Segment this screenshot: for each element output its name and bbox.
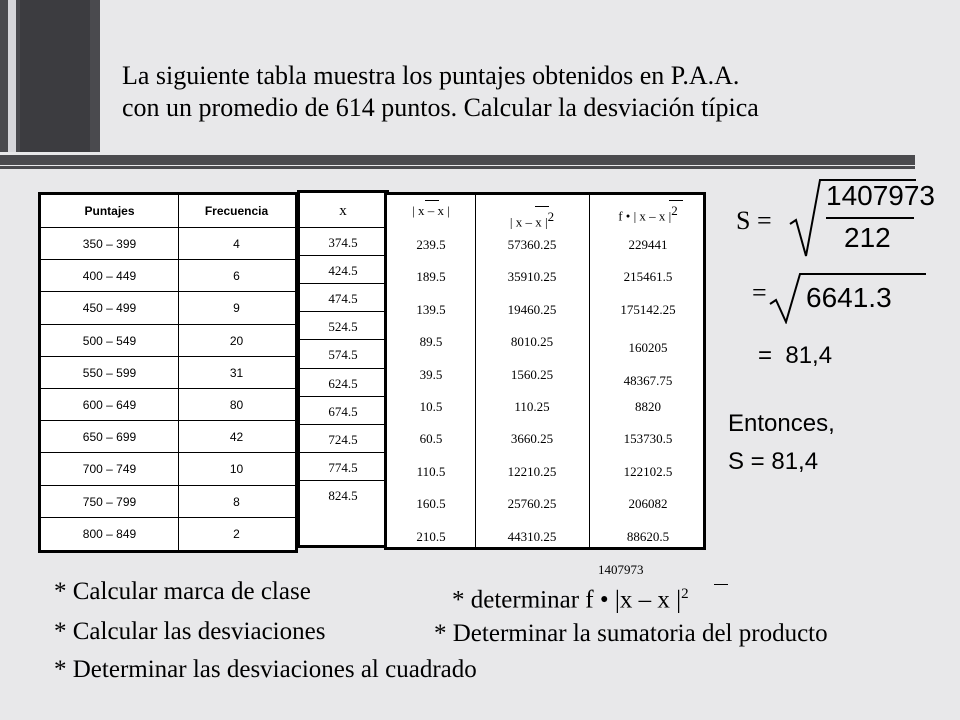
table-cell-class-mark: 774.5 (328, 459, 358, 475)
table-cell-class-mark: 824.5 (328, 487, 358, 503)
decorative-strip-dark (20, 0, 90, 152)
frequency-table (38, 192, 298, 553)
formula-result: = 81,4 (758, 342, 833, 369)
table-cell-class-mark: 624.5 (328, 375, 358, 391)
table-cell-f-product: 175142.25 (620, 301, 676, 317)
table-cell-sq-dev: 19460.25 (507, 301, 557, 317)
table-cell-sq-dev: 57360.25 (507, 237, 557, 252)
table-cell-class-mark: 374.5 (328, 235, 358, 250)
table-cell-sq-dev: 44310.25 (507, 528, 557, 544)
table-cell-frecuencia: 42 (229, 430, 244, 445)
table-cell-abs-dev: 39.5 (419, 366, 443, 382)
conclusion-line-1: Entonces, (728, 410, 835, 437)
class-mark-table (297, 190, 389, 548)
header-squared-deviation: | x – x $|^2$ (475, 209, 589, 230)
title-line-1: La siguiente tabla muestra los puntajes obtenidos en P.A.A. (122, 61, 740, 90)
table-cell-frecuencia: 10 (229, 462, 244, 477)
conclusion-line-2: S = 81,4 (728, 448, 819, 475)
table-cell-puntaje: 700 – 749 (82, 462, 137, 477)
table-cell-sq-dev: 8010.25 (510, 334, 554, 350)
note-squared-deviations: * Determinar las desviaciones al cuadrado (54, 656, 477, 683)
table-cell-abs-dev: 239.5 (416, 237, 446, 252)
table-cell-sq-dev: 25760.25 (507, 496, 557, 512)
header-puntajes: Puntajes (84, 204, 135, 218)
table-cell-puntaje: 600 – 649 (82, 398, 137, 412)
note-sum-product: * Determinar la sumatoria del producto (434, 620, 828, 647)
table-cell-abs-dev: 60.5 (419, 431, 443, 447)
table-cell-frecuencia: 20 (229, 333, 244, 348)
header-f-times-squared: f • | x – x $|^2$ (589, 203, 707, 224)
table-cell-sq-dev: 110.25 (514, 399, 550, 414)
table-cell-puntaje: 350 – 399 (82, 237, 137, 251)
table-cell-puntaje: 550 – 599 (82, 365, 137, 380)
table-cell-abs-dev: 189.5 (416, 269, 446, 285)
table-cell-puntaje: 750 – 799 (82, 494, 137, 509)
table-cell-f-product: 160205 (628, 340, 668, 356)
table-cell-class-mark: 574.5 (328, 347, 358, 363)
table-cell-puntaje: 400 – 449 (82, 269, 137, 284)
table-cell-puntaje: 800 – 849 (82, 526, 137, 541)
slide-title (122, 60, 759, 124)
table-cell-frecuencia: 31 (229, 365, 244, 380)
table-cell-frecuencia: 80 (229, 398, 244, 412)
table-cell-puntaje: 650 – 699 (82, 430, 137, 445)
table-cell-sq-dev: 3660.25 (510, 431, 554, 447)
table-cell-class-mark: 524.5 (328, 319, 358, 335)
table-cell-abs-dev: 160.5 (416, 496, 446, 512)
table-cell-frecuencia: 6 (233, 269, 240, 284)
table-cell-abs-dev: 10.5 (419, 399, 443, 414)
title-line-2: con un promedio de 614 puntos. Calcular la desviación típica (122, 93, 759, 122)
deviation-table (384, 192, 706, 550)
table-cell-f-product: 229441 (628, 237, 668, 252)
table-cell-class-mark: 674.5 (328, 403, 358, 419)
formula-s-label: S = (736, 206, 772, 235)
decorative-bar-top (0, 155, 915, 165)
formula-equals-2: = (752, 278, 767, 307)
note-f-times-squared: * determinar f • |x – x $|^2$ (452, 586, 689, 614)
decorative-bar-top-thin (0, 166, 915, 169)
table-cell-sq-dev: 12210.25 (507, 463, 557, 479)
table-cell-frecuencia: 8 (233, 494, 240, 509)
table-cell-abs-dev: 210.5 (416, 528, 446, 544)
header-frecuencia: Frecuencia (204, 204, 269, 218)
formula-numerator: 1407973 (826, 180, 936, 211)
table-cell-puntaje: 500 – 549 (82, 333, 137, 348)
table-cell-abs-dev: 110.5 (416, 463, 446, 479)
formula-denominator: 212 (844, 222, 891, 253)
table-cell-f-product: 48367.75 (623, 372, 673, 388)
table-cell-frecuencia: 2 (233, 526, 240, 541)
sum-value: 1407973 (598, 562, 644, 577)
table-cell-class-mark: 474.5 (328, 291, 358, 307)
table-cell-frecuencia: 9 (233, 301, 240, 316)
table-cell-frecuencia: 4 (233, 237, 240, 251)
note-class-mark: * Calcular marca de clase (54, 578, 311, 605)
decorative-strip (8, 0, 16, 152)
table-cell-f-product: 122102.5 (623, 463, 673, 479)
table-cell-sq-dev: 35910.25 (507, 269, 557, 285)
table-cell-f-product: 206082 (628, 496, 668, 512)
note-deviations: * Calcular las desviaciones (54, 618, 326, 645)
table-cell-f-product: 153730.5 (623, 431, 673, 447)
table-cell-class-mark: 424.5 (328, 263, 358, 279)
table-cell-f-product: 215461.5 (623, 269, 673, 285)
table-cell-puntaje: 450 – 499 (82, 301, 137, 316)
table-cell-abs-dev: 139.5 (416, 301, 446, 317)
table-cell-f-product: 8820 (635, 399, 661, 414)
header-x: x (339, 203, 347, 219)
table-cell-sq-dev: 1560.25 (510, 366, 554, 382)
formula-radicand-2: 6641.3 (806, 282, 892, 313)
header-abs-deviation: | x – x | (387, 203, 475, 219)
table-cell-f-product: 88620.5 (626, 528, 670, 544)
table-cell-abs-dev: 89.5 (419, 334, 443, 350)
table-cell-class-mark: 724.5 (328, 431, 358, 447)
